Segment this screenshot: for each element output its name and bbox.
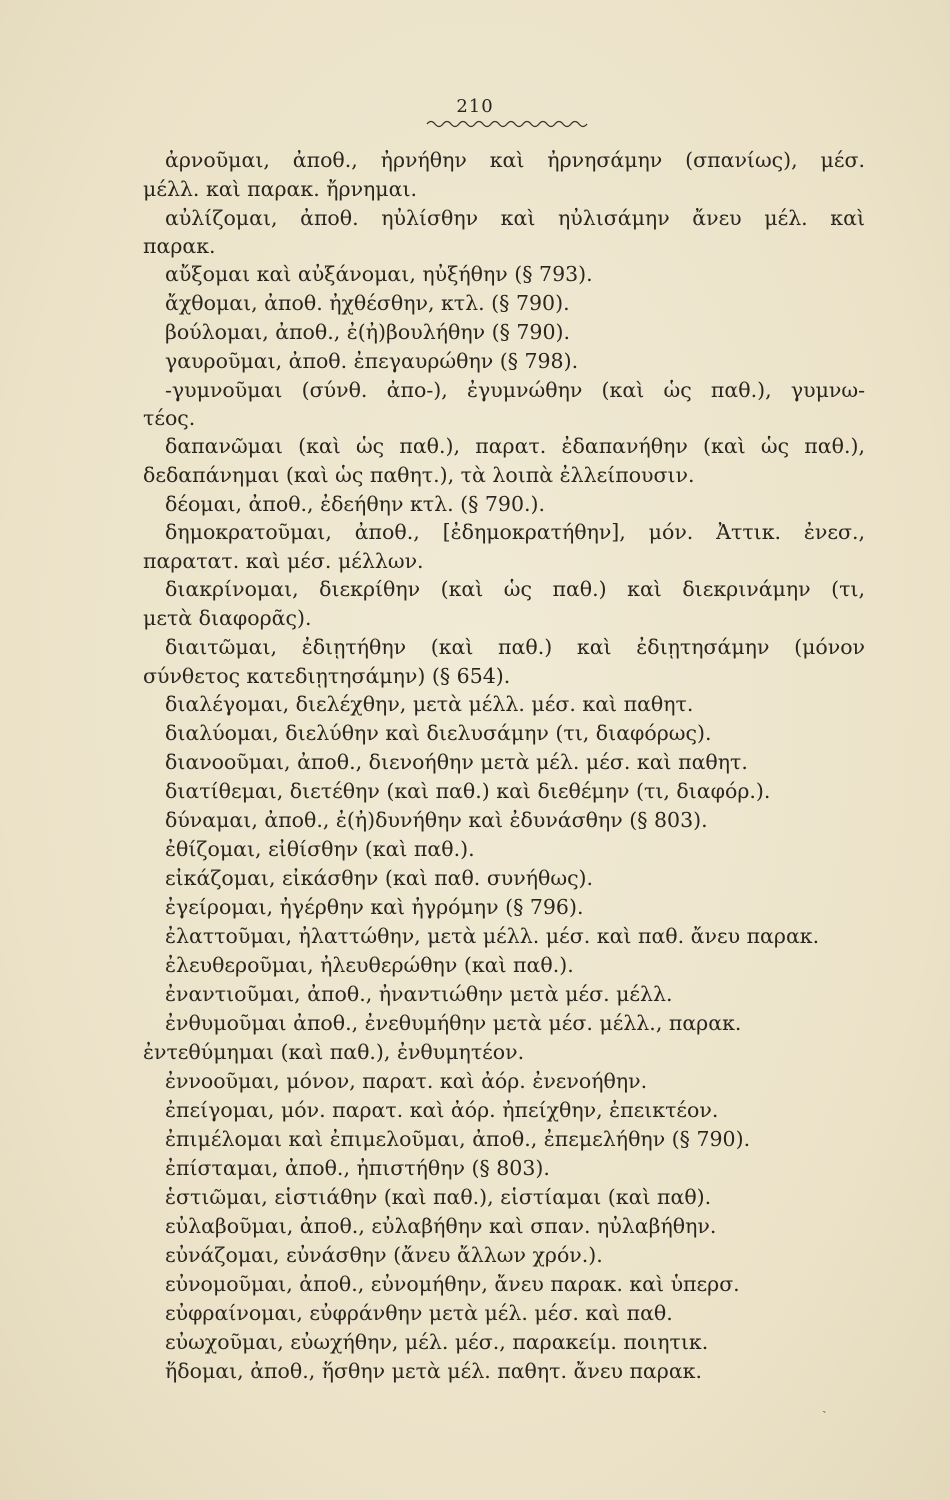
text-line: ἐννοοῦμαι, μόνον, παρατ. καὶ ἀόρ. ἐνενοήθην. <box>165 1069 648 1093</box>
text-line: εὐωχοῦμαι, εὐωχήθην, μέλ. μέσ., παρακείμ. ποιητικ. <box>165 1330 709 1354</box>
text-line: εἰκάζομαι, εἰκάσθην (καὶ παθ. συνήθως). <box>165 866 594 890</box>
text-line: δέομαι, ἀποθ., ἐδεήθην κτλ. (§ 790.). <box>165 492 546 516</box>
text-line: ἐγείρομαι, ἠγέρθην καὶ ἠγρόμην (§ 796). <box>165 895 584 919</box>
text-line: τέος. <box>143 406 196 430</box>
text-line: δύναμαι, ἀποθ., ἐ(ἠ)δυνήθην καὶ ἐδυνάσθην (§ 803). <box>165 808 708 832</box>
text-line: ἥδομαι, ἀποθ., ἥσθην μετὰ μέλ. παθητ. ἄνευ παρακ. <box>165 1359 703 1383</box>
text-line: διαλέγομαι, διελέχθην, μετὰ μέλλ. μέσ. καὶ παθητ. <box>165 692 694 716</box>
text-line: εὐλαβοῦμαι, ἀποθ., εὐλαβήθην καὶ σπαν. ηὐλαβήθην. <box>165 1214 717 1238</box>
text-line: ἐπείγομαι, μόν. παρατ. καὶ ἀόρ. ἠπείχθην, ἐπεικτέον. <box>165 1098 719 1122</box>
text-line: αὔξομαι καὶ αὐξάνομαι, ηὐξήθην (§ 793). <box>165 262 593 286</box>
text-line: ἐντεθύμημαι (καὶ παθ.), ἐνθυμητέον. <box>143 1040 525 1064</box>
text-line: -γυμνοῦμαι (σύνθ. ἀπο-), ἐγυμνώθην (καὶ ὡς παθ.), γυμνω- <box>165 378 865 402</box>
text-line: βούλομαι, ἀποθ., ἐ(ἠ)βουλήθην (§ 790). <box>165 320 570 344</box>
text-line: μέλλ. καὶ παρακ. ἤρνημαι. <box>143 177 418 201</box>
text-line: αὐλίζομαι, ἀποθ. ηὐλίσθην καὶ ηὐλισάμην ἄνευ μέλ. καὶ <box>165 206 865 230</box>
text-line: διανοοῦμαι, ἀποθ., διενοήθην μετὰ μέλ. μέσ. καὶ παθητ. <box>165 750 748 774</box>
text-line: ἐθίζομαι, εἰθίσθην (καὶ παθ.). <box>165 837 475 861</box>
text-line: δεδαπάνημαι (καὶ ὡς παθητ.), τὰ λοιπὰ ἐλλείπουσιν. <box>143 463 695 487</box>
stray-mark: ˏ <box>822 1398 827 1414</box>
text-line: ἐνθυμοῦμαι ἀποθ., ἐνεθυμήθην μετὰ μέσ. μέλλ., παρακ. <box>165 1011 742 1035</box>
text-line: μετὰ διαφορᾶς). <box>143 606 312 630</box>
text-line: ἐλαττοῦμαι, ἠλαττώθην, μετὰ μέλλ. μέσ. καὶ παθ. ἄνευ παρακ. <box>165 924 820 948</box>
text-line: εὐφραίνομαι, εὐφράνθην μετὰ μέλ. μέσ. καὶ παθ. <box>165 1301 673 1325</box>
text-line: ἐπίσταμαι, ἀποθ., ἠπιστήθην (§ 803). <box>165 1156 550 1180</box>
text-line: ἐναντιοῦμαι, ἀποθ., ἠναντιώθην μετὰ μέσ. μέλλ. <box>165 982 673 1006</box>
text-line: εὐνάζομαι, εὐνάσθην (ἄνευ ἄλλων χρόν.). <box>165 1243 603 1267</box>
text-line: ἄχθομαι, ἀποθ. ἠχθέσθην, κτλ. (§ 790). <box>165 291 570 315</box>
text-line: ἐλευθεροῦμαι, ἠλευθερώθην (καὶ παθ.). <box>165 953 574 977</box>
text-line: σύνθετος κατεδιῃτησάμην) (§ 654). <box>143 664 511 688</box>
text-line: ἀρνοῦμαι, ἀποθ., ἠρνήθην καὶ ἠρνησάμην (σπανίως), μέσ. <box>165 148 865 172</box>
page-number: 210 <box>456 96 494 117</box>
text-line: διατίθεμαι, διετέθην (καὶ παθ.) καὶ διεθέμην (τι, διαφόρ.). <box>165 779 771 803</box>
text-line: εὐνομοῦμαι, ἀποθ., εὐνομήθην, ἄνευ παρακ. καὶ ὑπερσ. <box>165 1272 740 1296</box>
text-line: δημοκρατοῦμαι, ἀποθ., [ἐδημοκρατήθην], μόν. Ἀττικ. ἐνεσ., <box>165 520 865 544</box>
text-line: γαυροῦμαι, ἀποθ. ἐπεγαυρώθην (§ 798). <box>165 349 579 373</box>
text-line: διαιτῶμαι, ἐδιῃτήθην (καὶ παθ.) καὶ ἐδιῃτησάμην (μόνον <box>165 635 865 659</box>
text-line: παρατατ. καὶ μέσ. μέλλων. <box>143 549 424 573</box>
text-line: διαλύομαι, διελύθην καὶ διελυσάμην (τι, διαφόρως). <box>165 721 712 745</box>
text-line: διακρίνομαι, διεκρίθην (καὶ ὡς παθ.) καὶ διεκρινάμην (τι, <box>165 577 865 601</box>
text-line: δαπανῶμαι (καὶ ὡς παθ.), παρατ. ἐδαπανήθην (καὶ ὡς παθ.), <box>165 434 865 458</box>
text-line: παρακ. <box>143 234 216 258</box>
text-line: ἐπιμέλομαι καὶ ἐπιμελοῦμαι, ἀποθ., ἐπεμελήθην (§ 790). <box>165 1127 751 1151</box>
text-line: ἑστιῶμαι, εἱστιάθην (καὶ παθ.), εἱστίαμαι (καὶ παθ). <box>165 1185 712 1209</box>
